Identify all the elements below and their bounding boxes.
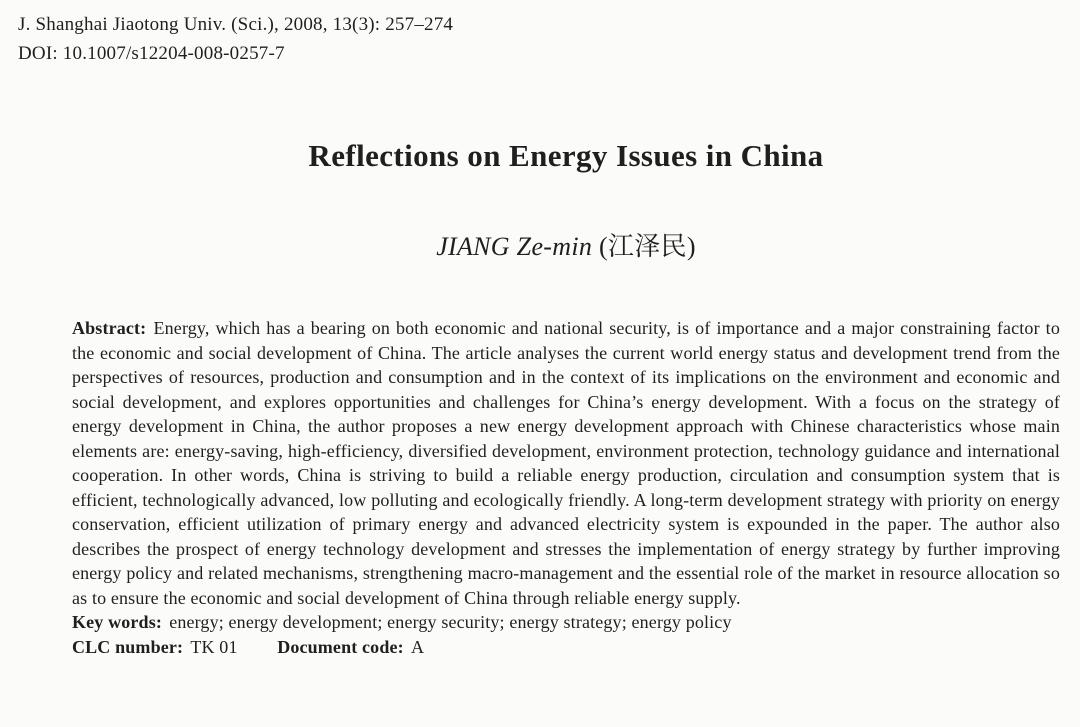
abstract-text: Energy, which has a bearing on both economic and national security, is of importance and a major constraining factor to the economic and social development of China. The article analyses the current world energy status and development trend from the perspectives of resources, production and consumption and in the context of its implications on the environment and economic and social development, and explores opportunities and challenges for China’s energy development. With a focus on the strategy of energy development in China, the author proposes a new energy development approach with Chinese characteristics whose main elements are: energy-saving, high-efficiency, diversified development, environment protection, technology guidance and international cooperation. In other words, China is striving to build a reliable energy production, circulation and consumption system that is efficient, technologically advanced, low polluting and ecologically friendly. A long-term development strategy with priority on energy conservation, efficient utilization of primary energy and advanced electricity system is expounded in the paper. The author also describes the prospect of energy technology development and stresses the implementation of energy strategy by further improving energy policy and related mechanisms, strengthening macro-management and the essential role of the market in resource allocation so as to ensure the economic and social development of China through reliable energy supply. — [72, 318, 1060, 608]
clc-line — [72, 635, 1060, 660]
keywords-line — [72, 610, 1060, 635]
author-name-cjk: (江泽民) — [598, 232, 696, 261]
abstract-paragraph — [72, 316, 1060, 610]
paper-title: Reflections on Energy Issues in China — [308, 138, 824, 173]
clc-label: CLC number: — [72, 636, 184, 657]
doi-line: DOI: 10.1007/s12204-008-0257-7 — [18, 43, 285, 64]
journal-header — [18, 10, 453, 68]
abstract-label: Abstract: — [72, 318, 147, 338]
document-code-value: A — [410, 636, 425, 657]
author-name-latin: JIANG Ze-min — [436, 232, 593, 261]
abstract-block — [72, 316, 1060, 659]
keywords-text: energy; energy development; energy security; energy strategy; energy policy — [169, 612, 732, 632]
journal-citation: J. Shanghai Jiaotong Univ. (Sci.), 2008, 13(3): 257–274 — [18, 14, 454, 35]
clc-value: TK 01 — [190, 636, 238, 657]
keywords-label: Key words: — [72, 612, 162, 632]
document-code-label: Document code: — [277, 636, 404, 657]
author-line — [72, 226, 1060, 263]
